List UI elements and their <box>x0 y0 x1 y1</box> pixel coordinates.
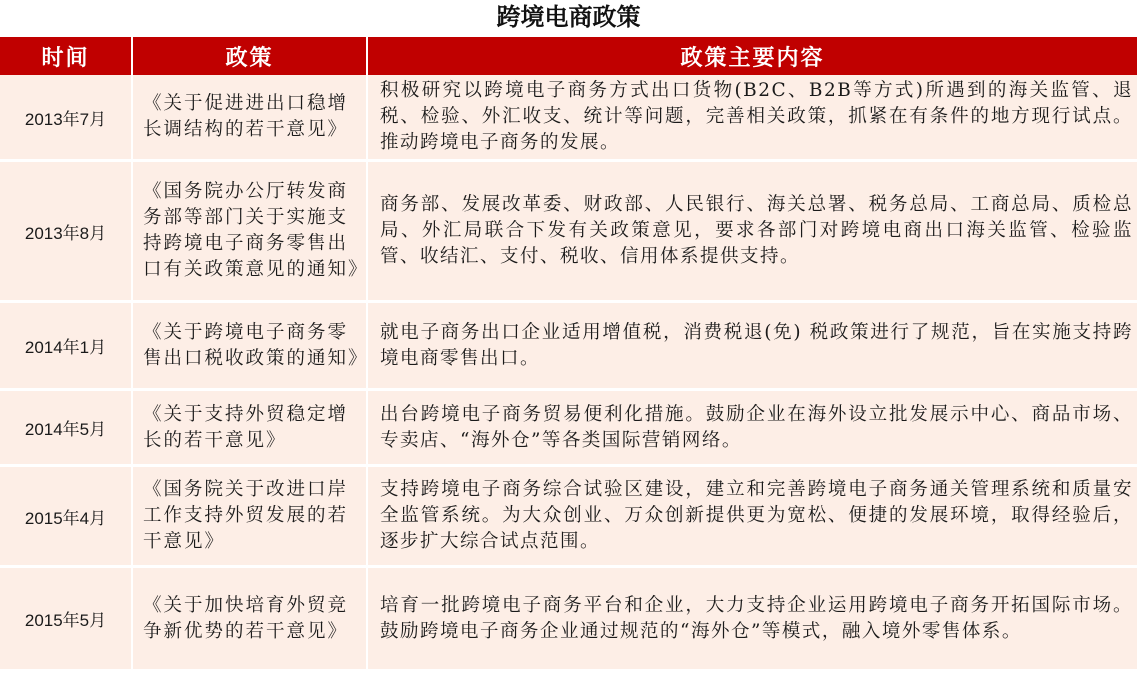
table-row <box>0 161 1137 302</box>
table-row <box>0 567 1137 671</box>
header-policy: 政策 <box>132 37 367 75</box>
cell-time: 2014年5月 <box>0 390 132 466</box>
header-time: 时间 <box>0 37 132 75</box>
cell-time: 2014年1月 <box>0 302 132 390</box>
table-row <box>0 75 1137 161</box>
table-row <box>0 302 1137 390</box>
cell-time: 2013年8月 <box>0 161 132 302</box>
cell-content: 出台跨境电子商务贸易便利化措施。鼓励企业在海外设立批发展示中心、商品市场、专卖店、“海外仓”等各类国际营销网络。 <box>367 390 1137 466</box>
cell-time: 2013年7月 <box>0 75 132 161</box>
cell-content: 积极研究以跨境电子商务方式出口货物(B2C、B2B等方式)所遇到的海关监管、退税、检验、外汇收支、统计等问题，完善相关政策，抓紧在有条件的地方现行试点。推动跨境电子商务的发展。 <box>367 75 1137 161</box>
cell-policy: 《关于支持外贸稳定增长的若干意见》 <box>132 390 367 466</box>
cell-policy: 《国务院关于改进口岸工作支持外贸发展的若干意见》 <box>132 466 367 567</box>
page-title: 跨境电商政策 <box>496 2 641 31</box>
cell-time: 2015年5月 <box>0 567 132 671</box>
table-header-row <box>0 37 1137 75</box>
cell-time: 2015年4月 <box>0 466 132 567</box>
cell-policy: 《国务院办公厅转发商务部等部门关于实施支持跨境电子商务零售出口有关政策意见的通知》 <box>132 161 367 302</box>
header-content: 政策主要内容 <box>367 37 1137 75</box>
table-row <box>0 466 1137 567</box>
cell-content: 培育一批跨境电子商务平台和企业，大力支持企业运用跨境电子商务开拓国际市场。鼓励跨境电子商务企业通过规范的“海外仓”等模式，融入境外零售体系。 <box>367 567 1137 671</box>
cell-content: 支持跨境电子商务综合试验区建设，建立和完善跨境电子商务通关管理系统和质量安全监管系统。为大众创业、万众创新提供更为宽松、便捷的发展环境，取得经验后，逐步扩大综合试点范围。 <box>367 466 1137 567</box>
cell-policy: 《关于促进进出口稳增长调结构的若干意见》 <box>132 75 367 161</box>
cell-policy: 《关于跨境电子商务零售出口税收政策的通知》 <box>132 302 367 390</box>
policy-table <box>0 37 1137 672</box>
table-row <box>0 390 1137 466</box>
cell-content: 就电子商务出口企业适用增值税，消费税退(免) 税政策进行了规范，旨在实施支持跨境电商零售出口。 <box>367 302 1137 390</box>
cell-content: 商务部、发展改革委、财政部、人民银行、海关总署、税务总局、工商总局、质检总局、外汇局联合下发有关政策意见，要求各部门对跨境电商出口海关监管、检验监管、收结汇、支付、税收、信用体系提供支持。 <box>367 161 1137 302</box>
cell-policy: 《关于加快培育外贸竞争新优势的若干意见》 <box>132 567 367 671</box>
